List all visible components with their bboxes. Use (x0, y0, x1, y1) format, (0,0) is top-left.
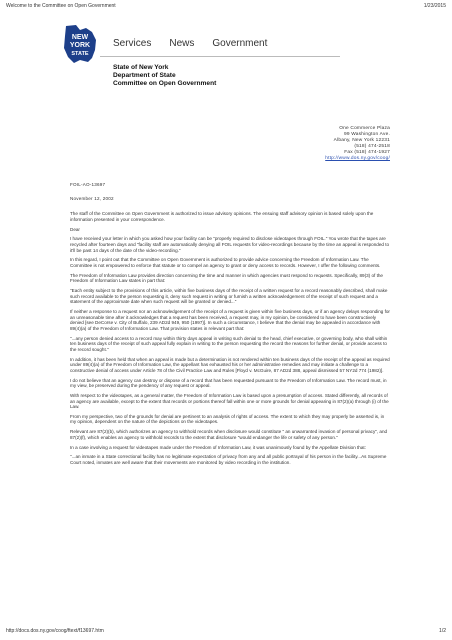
org-line-state: State of New York (113, 64, 169, 71)
print-footer (6, 628, 446, 636)
print-footer-page-number: 1/2 (439, 628, 446, 634)
letter-paragraph: Relevant are 87(2)(b), which authorizes an agency to withhold records when disclosure would constitute " an unwarranted invasion of personal privacy", and 87(2)(f), which enables an agency to withhold records to the extent that disclosure "would endanger the life or safety of any person." (70, 429, 388, 440)
letter-paragraph: In addition, it has been held that when an appeal is made but a determination is not rendered within ten business days of the receipt of the appeal as required under 89(4)(a) of the Freedom of Information Law, the appellant has exhausted his or her administrative remedies and may initiate a challenge to a constructive denial of access under Article 78 of the Civil Practice Law and Rules [Floyd v. McGuire, 87 AD2d 388, appeal dismissed 57 NY2d 774 (1982)]. (70, 356, 390, 373)
address-line: 99 Washington Ave. (343, 132, 390, 137)
nav-services[interactable]: Services (113, 38, 152, 49)
letter-paragraph: I do not believe that an agency can destroy or dispose of a record that has been requested pursuant to the Freedom of Information Law. The record must, in my view, be preserved during the pendency of any request or appeal. (70, 377, 387, 389)
nav-government[interactable]: Government (212, 38, 268, 49)
letter-quote: "Each entity subject to the provisions of this article, within five business days of the receipt of a written request for a record reasonably described, shall make such record available to the person requesting it, deny such request in writing or furnish a written acknowledgement of the receipt of such request and a statement of the approximate date when such request will be granted or denied..." (70, 288, 388, 305)
print-header-date: 1/23/2015 (423, 3, 446, 9)
letter-salutation: Dear (70, 226, 80, 232)
logo-text-new: NEW (71, 34, 89, 41)
letter-paragraph: The Freedom of Information Law provides direction concerning the time and manner in which agencies must respond to requests. Specifically, 89(3) of the Freedom of Information Law states in part that: (70, 272, 383, 284)
nav-news[interactable]: News (169, 38, 195, 49)
address-block (325, 126, 390, 162)
letter-paragraph: I have received your letter in which you asked how your facility can be "properly required to disclose videotapes through FOIL." You wrote that the tapes are recycled after fourteen days and "facility staff are automatically denying all FOIL requests for video-recordings because by the time an appeal is responded to it'll be past 14 days of the date of the video-recording." (70, 236, 390, 253)
address-line: One Commerce Plaza (339, 126, 390, 131)
address-line: Albany, New York 12231 (333, 138, 390, 143)
print-footer-url: http://docs.dos.ny.gov/coog/ftext/f13697.htm (6, 628, 104, 634)
org-line-committee: Committee on Open Government (113, 80, 217, 87)
address-website-link[interactable]: http://www.dos.ny.gov/coog/ (325, 156, 390, 161)
address-phone: (518) 474-2518 (354, 144, 390, 149)
letter-paragraph: From my perspective, two of the grounds for denial are pertinent to an analysis of rights of access. The extent to which they may properly be asserted is, in my opinion, dependent on the nature of the depictions on the videotapes. (70, 413, 385, 425)
letter-paragraph: In a case involving a request for videotapes made under the Freedom of Information Law, it was unanimously found by the Appellate Division that: (70, 444, 366, 450)
letter-quote: "...any person denied access to a record may within thirty days appeal in writing such denial to the head, chief executive, or governing body, who shall within ten business days of the receipt of such appeal fully explain in writing to the person requesting the record the reasons for further denial, or provide access to the record sought." (70, 335, 388, 352)
letter-paragraph: If neither a response to a request nor an acknowledgement of the receipt of a request is given within five business days, or if an agency delays responding for an unreasonable time after it acknowledges that a request has been received, a request may, in my opinion, be considered to have been constructively denied [see DeCorse v. City of Buffalo, 239 AD2d 949, 950 (1997)]. In such a circumstance, I believe that the denial may be appealed in accordance with 89(4)(a) of the Freedom of Information Law. That provision states in relevant part that: (70, 309, 390, 331)
logo-text-york: YORK (69, 42, 91, 49)
print-header-title: Welcome to the Committee on Open Government (6, 3, 116, 9)
new-york-state-logo[interactable] (62, 24, 98, 64)
letter-paragraph: With respect to the videotapes, as a general matter, the Freedom of Information Law is based upon a presumption of access. Stated differently, all records of an agency are available, except to the extent that records or portions thereof fall within one or more grounds for denial appearing in 87(2)(a) through (i) of the Law. (70, 392, 389, 410)
nav-divider (100, 56, 340, 57)
address-fax: Fax (518) 474-1927 (344, 150, 390, 155)
main-nav (113, 38, 267, 49)
org-line-department: Department of State (113, 72, 176, 79)
print-header (6, 3, 446, 13)
letter-date: November 12, 2002 (70, 195, 114, 201)
letter-body (70, 182, 390, 470)
logo-text-state: STATE (71, 51, 89, 57)
org-heading (113, 64, 216, 88)
letter-quote: "...an inmate in a State correctional facility has no legitimate expectation of privacy from any and all public portrayal of his person in the facility...As Supreme Court noted, inmates are well aware that their movements are monitored by video recording in the institution. (70, 454, 387, 465)
letter-paragraph: In this regard, I point out that the Committee on Open Government is authorized to provide advice concerning the Freedom of Information Law. The Committee is not empowered to enforce that statute or to compel an agency to grant or deny access to records. However, I offer the following comments. (70, 257, 381, 268)
letter-reference: FOIL-AO-13697 (70, 182, 106, 187)
letter-paragraph: The staff of the Committee on Open Government is authorized to issue advisory opinions. The ensuing staff advisory opinion is based solely upon the information presented in your correspondence. (70, 211, 374, 222)
